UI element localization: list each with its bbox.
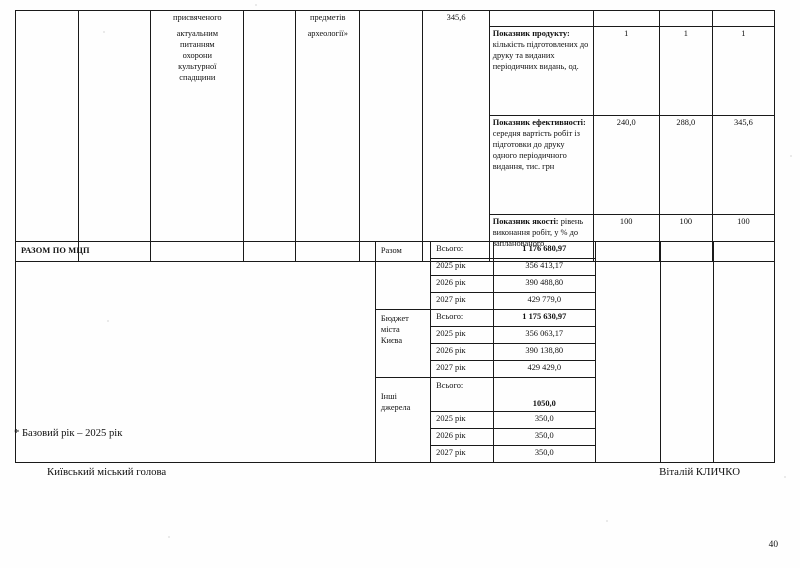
- table-row: [16, 116, 775, 215]
- cell-executor-blank: [296, 116, 360, 215]
- continued-program-table: [15, 10, 775, 262]
- indicator-product-label: Показник продукту:: [492, 29, 570, 38]
- indicator-quality-label: Показник якості:: [492, 217, 559, 226]
- cell-quality-2027: 100: [712, 215, 774, 262]
- scan-speck: [606, 520, 608, 522]
- source-line: Інші: [380, 392, 397, 401]
- source-line: міста: [380, 325, 400, 335]
- cell-val-2026-head: [659, 11, 712, 27]
- scan-speck: [784, 476, 786, 478]
- scan-speck: [107, 320, 109, 322]
- cell-indicator-head: [489, 11, 593, 27]
- source-line: Разом: [380, 246, 402, 255]
- period-value: 356 413,17: [493, 259, 596, 276]
- cell-measure-blank: [151, 116, 244, 215]
- period-label: 2026 рік: [431, 276, 493, 293]
- period-label: Всього:: [431, 378, 493, 412]
- cell-quality-2025: 100: [593, 215, 659, 262]
- period-value: 429 429,0: [493, 361, 596, 378]
- cell-efficiency-2026: 288,0: [659, 116, 712, 215]
- cell-efficiency-2025: 240,0: [593, 116, 659, 215]
- measure-line-3: питанням: [180, 39, 215, 49]
- period-label: 2025 рік: [431, 412, 493, 429]
- scan-speck: [255, 4, 257, 6]
- totals-title: РАЗОМ ПО МЦП: [16, 242, 376, 463]
- cell-executor-text: [296, 27, 360, 116]
- signatory-name: Віталій КЛИЧКО: [659, 466, 740, 478]
- cell-amount: [423, 116, 489, 215]
- period-value: 350,0: [493, 412, 596, 429]
- period-value: 429 779,0: [493, 293, 596, 310]
- cell-efficiency-2027: 345,6: [712, 116, 774, 215]
- table-row: [16, 27, 775, 116]
- period-value: 390 138,80: [493, 344, 596, 361]
- period-label: Всього:: [431, 310, 493, 327]
- cell-col1: [16, 11, 79, 27]
- cell-product-2025: 1: [593, 27, 659, 116]
- cell-val-2027-head: [712, 11, 774, 27]
- cell-blank-2025: [596, 242, 661, 463]
- source-line: Бюджет: [380, 314, 409, 323]
- cell-col6: [360, 116, 423, 215]
- table-row: [16, 242, 775, 259]
- cell-measure-text: [151, 27, 244, 116]
- measure-line-2: актуальним: [176, 28, 219, 38]
- table-row: [16, 11, 775, 27]
- period-value: 356 063,17: [493, 327, 596, 344]
- indicator-efficiency-text: середня вартість робіт із підготовки до друку одного періодичного видання, тис. грн: [492, 129, 580, 172]
- cell-col6: [360, 11, 423, 27]
- cell-col4: [244, 116, 296, 215]
- period-label: 2027 рік: [431, 293, 493, 310]
- signatory-title: Київський міський голова: [47, 466, 167, 478]
- period-label: Всього:: [431, 242, 493, 259]
- period-value: 1 176 680,97: [493, 242, 596, 259]
- period-value: 1050,0: [493, 378, 596, 412]
- indicator-quality-text: рівень виконання робіт, у % до запланованого: [492, 217, 584, 249]
- scan-speck: [790, 155, 792, 157]
- source-line: Києва: [380, 336, 403, 346]
- indicator-product-text: кількість підготовлених до друку та виданих періодичних видань, од.: [492, 40, 589, 72]
- cell-col2: [79, 11, 151, 27]
- period-label: 2027 рік: [431, 446, 493, 463]
- source-line: джерела: [380, 403, 411, 413]
- base-year-footnote: * Базовий рік – 2025 рік: [14, 428, 123, 439]
- executor-line-2: археології»: [307, 28, 348, 38]
- cell-indicator-efficiency: [489, 116, 593, 215]
- executor-line-1: предметів: [309, 13, 346, 22]
- cell-product-2027: 1: [712, 27, 774, 116]
- cell-indicator-product: [489, 27, 593, 116]
- period-value: 350,0: [493, 429, 596, 446]
- measure-line-5: культурної: [178, 61, 217, 71]
- cell-col4: [244, 27, 296, 116]
- cell-quality-2026: 100: [659, 215, 712, 262]
- scan-speck: [103, 31, 105, 33]
- cell-val-2025-head: [593, 11, 659, 27]
- cell-measure-text: [151, 11, 244, 27]
- cell-col2: [79, 116, 151, 215]
- cell-col6: [360, 27, 423, 116]
- signature-block: [0, 466, 800, 484]
- cell-col1: [16, 116, 79, 215]
- measure-line-6: спадщини: [179, 72, 216, 82]
- cell-col4: [244, 11, 296, 27]
- scan-speck: [168, 536, 170, 538]
- period-label: 2025 рік: [431, 259, 493, 276]
- cell-executor-text: [296, 11, 360, 27]
- cell-carried-value: 345,6: [423, 11, 489, 27]
- period-label: 2026 рік: [431, 344, 493, 361]
- cell-amount: [423, 27, 489, 116]
- period-label: 2026 рік: [431, 429, 493, 446]
- cell-blank-2026: [661, 242, 713, 463]
- cell-product-2026: 1: [659, 27, 712, 116]
- source-label-total: [375, 242, 430, 310]
- period-value: 1 175 630,97: [493, 310, 596, 327]
- indicator-efficiency-label: Показник ефективності:: [492, 118, 586, 127]
- period-label: 2027 рік: [431, 361, 493, 378]
- source-label-city-budget: [375, 310, 430, 378]
- program-totals-table: [15, 241, 775, 463]
- cell-blank-2027: [713, 242, 774, 463]
- source-label-other-sources: [375, 378, 430, 463]
- cell-col2: [79, 27, 151, 116]
- measure-line-1: присвяченого: [173, 13, 222, 22]
- period-value: 390 488,80: [493, 276, 596, 293]
- measure-line-4: охорони: [182, 50, 213, 60]
- period-label: 2025 рік: [431, 327, 493, 344]
- cell-col1: [16, 27, 79, 116]
- period-value: 350,0: [493, 446, 596, 463]
- page-number: 40: [768, 540, 778, 550]
